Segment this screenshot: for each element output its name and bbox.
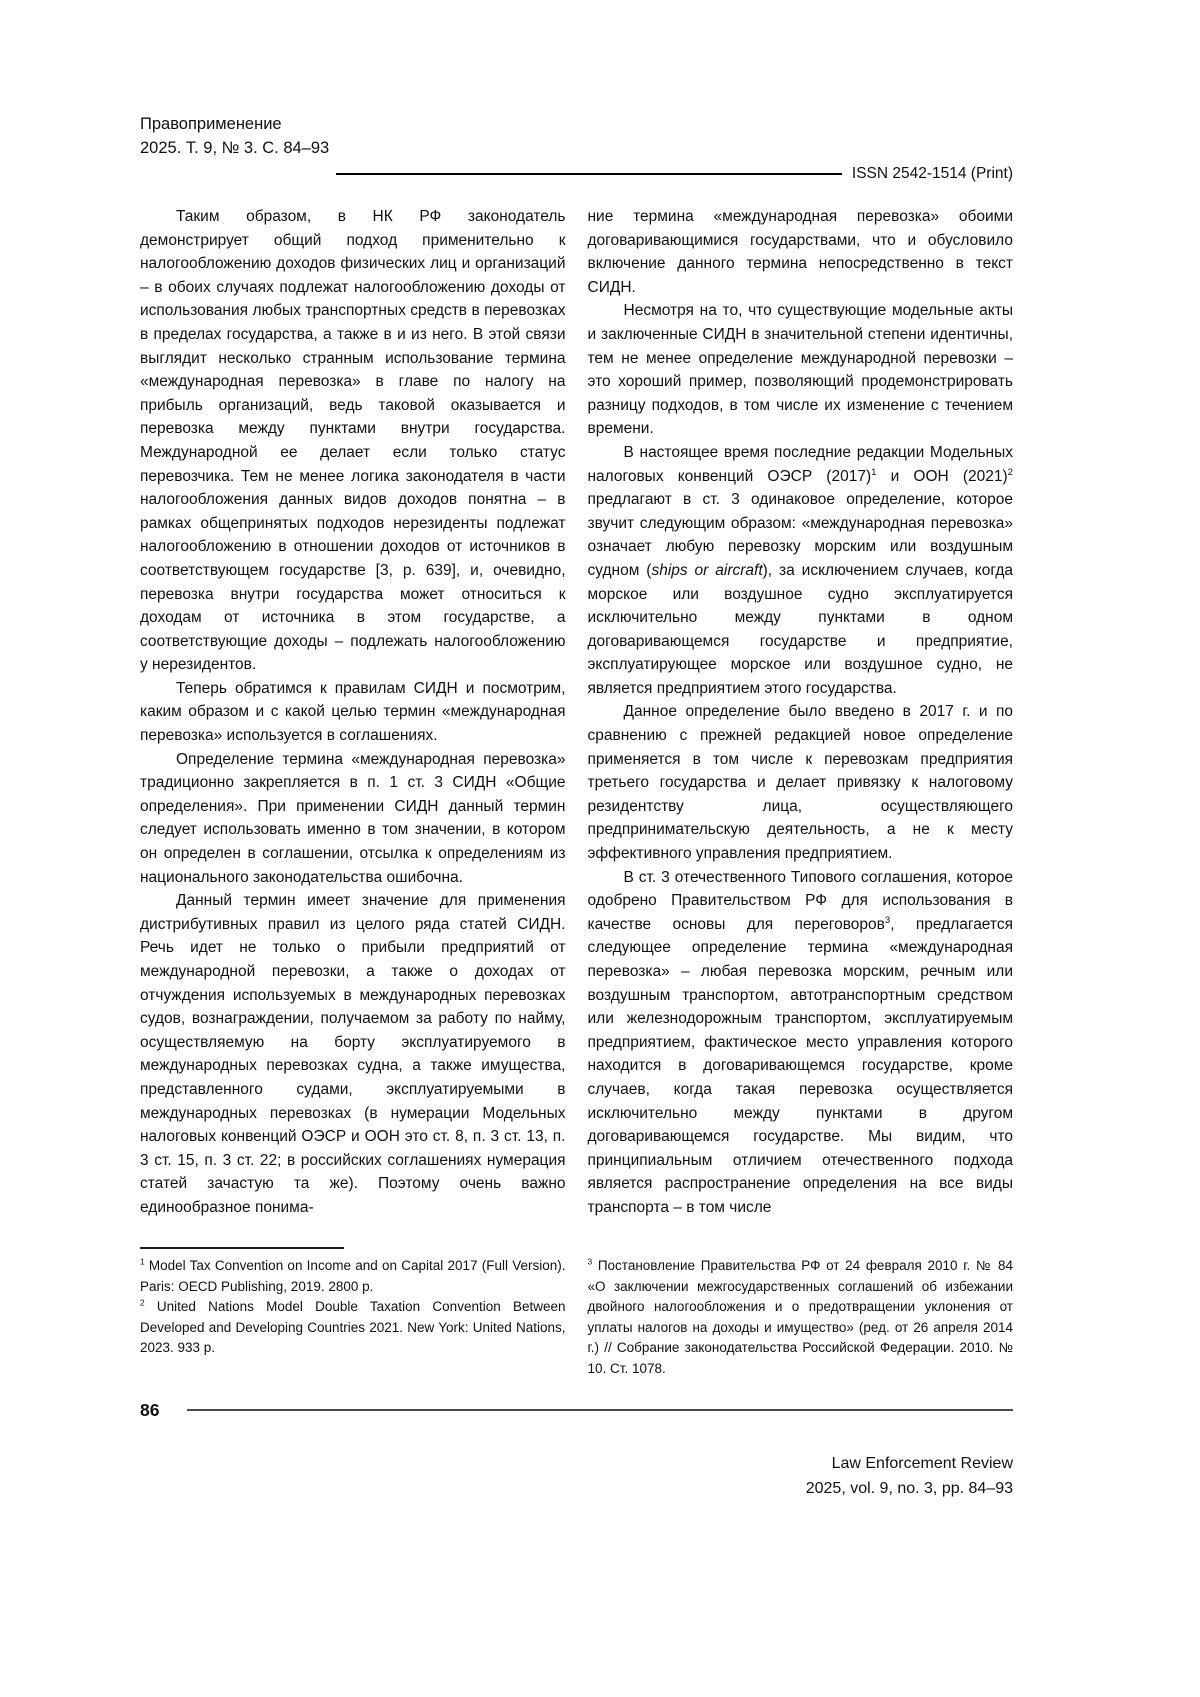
- issn-label: ISSN 2542-1514 (Print): [851, 165, 1013, 182]
- paragraph: Данное определение было введено в 2017 г. и по сравнению с прежней редакцией новое определение применяется в том числе к перевозкам предприятия третьего государства и делает привязку к налоговому резидентству лица, осуществляющего предпринимательскую деятельность, а не к месту эффективного управления предприятием.: [587, 703, 1013, 863]
- paragraph: Таким образом, в НК РФ законодатель демонстрирует общий подход применительно к налогообложению доходов физических лиц и организаций – в обоих случаях подлежат налогообложению доходы от использования любых транспортных средств в перевозках в пределах государства, а также в и из него. В этой связи выглядит несколько странным использование термина «международная перевозка» в главе по налогу на прибыль организаций, ведь таковой оказывается и перевозка между пунктами внутри государства. Международной ее делает если только статус перевозчика. Тем не менее логика законодателя в части налогообложения данных видов доходов понятна – в рамках общепринятых подходов нерезиденты подлежат налогообложению в отношении доходов от источников в соответствующем государстве [3, p. 639], и, очевидно, перевозка внутри государства может относиться к доходам от источника в этом государстве, а соответствующие доходы – подлежать налогообложению у нерезидентов.: [140, 208, 566, 674]
- right-column: [588, 205, 1014, 1220]
- footnote-marker: 3: [587, 1256, 593, 1267]
- page-number-row: [140, 1400, 1013, 1421]
- paragraph: $^3$ Постановление Правительства РФ от 24 февраля 2010 г. № 84 «О заключении межгосударственных соглашений об избежании двойного налогообложения и о предотвращении уклонения от уплаты налогов на доходы и имущество» (ред. от 26 апреля 2014 г.) // Собрание законодательства Российской Федерации. 2010. № 10. Ст. 1078.: [587, 1256, 1013, 1376]
- paragraph: Несмотря на то, что существующие модельные акты и заключенные СИДН в значительной степени идентичны, тем не менее определение международной перевозки – это хороший пример, позволяющий продемонстрировать разницу подходов, в том числе их изменение с течением времени.: [587, 302, 1013, 438]
- paragraph: Определение термина «международная перевозка» традиционно закрепляется в п. 1 ст. 3 СИДН «Общие определения». При применении СИДН данный термин следует использовать именно в том значении, в котором он определен в соглашении, отсылка к определениям из национального законодательства ошибочна.: [140, 750, 566, 886]
- article-body: [140, 205, 1013, 1233]
- page-number: 86: [140, 1399, 160, 1420]
- paragraph: ние термина «международная перевозка» обоими договаривающимися государствами, что и обусловило включение данного термина непосредственно в текст СИДН.: [587, 208, 1013, 296]
- footnote-marker: 1: [871, 466, 877, 478]
- footnote-separator: [140, 1247, 344, 1249]
- footnote-marker: 1: [140, 1256, 145, 1267]
- footnotes-right-list: [588, 1256, 1014, 1380]
- paragraph: В ст. 3 отечественного Типового соглашения, которое одобрено Правительством РФ для использования в качестве основы для переговоров$^3$, предлагается следующее определение термина «международная перевозка» – любая перевозка морским, речным или воздушным транспортом, автотранспортным средством или железнодорожным транспортом, эксплуатируемым предприятием, фактическое место управления которого находится в договаривающемся государстве, кроме случаев, когда такая перевозка осуществляется исключительно между пунктами в другом договаривающемся государстве. Мы видим, что принципиальным отличием отечественного подхода является распространение определения на все виды транспорта – в том числе: [587, 868, 1013, 1216]
- footnotes-right: [588, 1247, 1014, 1380]
- journal-title-ru: Правоприменение: [140, 115, 282, 133]
- paragraph: $^2$ United Nations Model Double Taxation Convention Between Developed and Developing Countries 2021. New York: United Nations, 2023. 933 p.: [140, 1297, 566, 1356]
- page-footer: [140, 1400, 1013, 1501]
- page-header: [140, 112, 1013, 183]
- footnote-marker: 2: [140, 1297, 145, 1308]
- footnotes-left: [140, 1247, 566, 1359]
- left-column: [140, 205, 566, 1220]
- paragraph: Данный термин имеет значение для применения дистрибутивных правил из целого ряда статей СИДН. Речь идет не только о прибыли предприятий от международной перевозки, а также о доходах от отчуждения используемых в международных перевозках судов, вознаграждении, получаемом за работу по найму, осуществляемую на борту эксплуатируемого в международных перевозках судна, а также имущества, представленного судами, эксплуатируемыми в международных перевозках (в нумерации Модельных налоговых конвенций ОЭСР и ООН это ст. 8, п. 3 ст. 13, п. 3 ст. 15, п. 3 ст. 22; в российских соглашениях нумерация статей зачастую та же). Поэтому очень важно единообразное понима-: [140, 892, 566, 1216]
- issue-info-ru: 2025. Т. 9, № 3. С. 84–93: [140, 139, 330, 157]
- footer-rule: [187, 1409, 1013, 1411]
- footer-journal-block: [140, 1451, 1013, 1501]
- page-content: [140, 112, 1013, 1501]
- footnote-marker: 2: [1007, 466, 1013, 478]
- footnotes-left-list: [140, 1256, 566, 1359]
- journal-title-en: Law Enforcement Review: [831, 1454, 1013, 1472]
- footnotes: [140, 1247, 1013, 1380]
- issue-info-en: 2025, vol. 9, no. 3, pp. 84–93: [805, 1479, 1013, 1497]
- issn-row: [140, 165, 1013, 183]
- header-rule: [336, 173, 842, 175]
- paragraph: $^1$ Model Tax Convention on Income and on Capital 2017 (Full Version). Paris: OECD Publishing, 2019. 2800 p.: [140, 1256, 566, 1294]
- paragraph: Теперь обратимся к правилам СИДН и посмотрим, каким образом и с какой целью термин «международная перевозка» используется в соглашениях.: [140, 679, 566, 745]
- paragraph: В настоящее время последние редакции Модельных налоговых конвенций ОЭСР $(2017)^1$ и ООН $(2021)^2$ предлагают в ст. 3 одинаковое определение, которое звучит следующим образом: «международная перевозка» означает любую перевозку морским или воздушным судном (ships or aircraft), за исключением случаев, когда морское или воздушное судно эксплуатируется исключительно между пунктами в одном договаривающемся государстве и предприятие, эксплуатирующее морское или воздушное судно, не является предприятием этого государства.: [587, 443, 1013, 697]
- footnote-marker: 3: [884, 914, 891, 926]
